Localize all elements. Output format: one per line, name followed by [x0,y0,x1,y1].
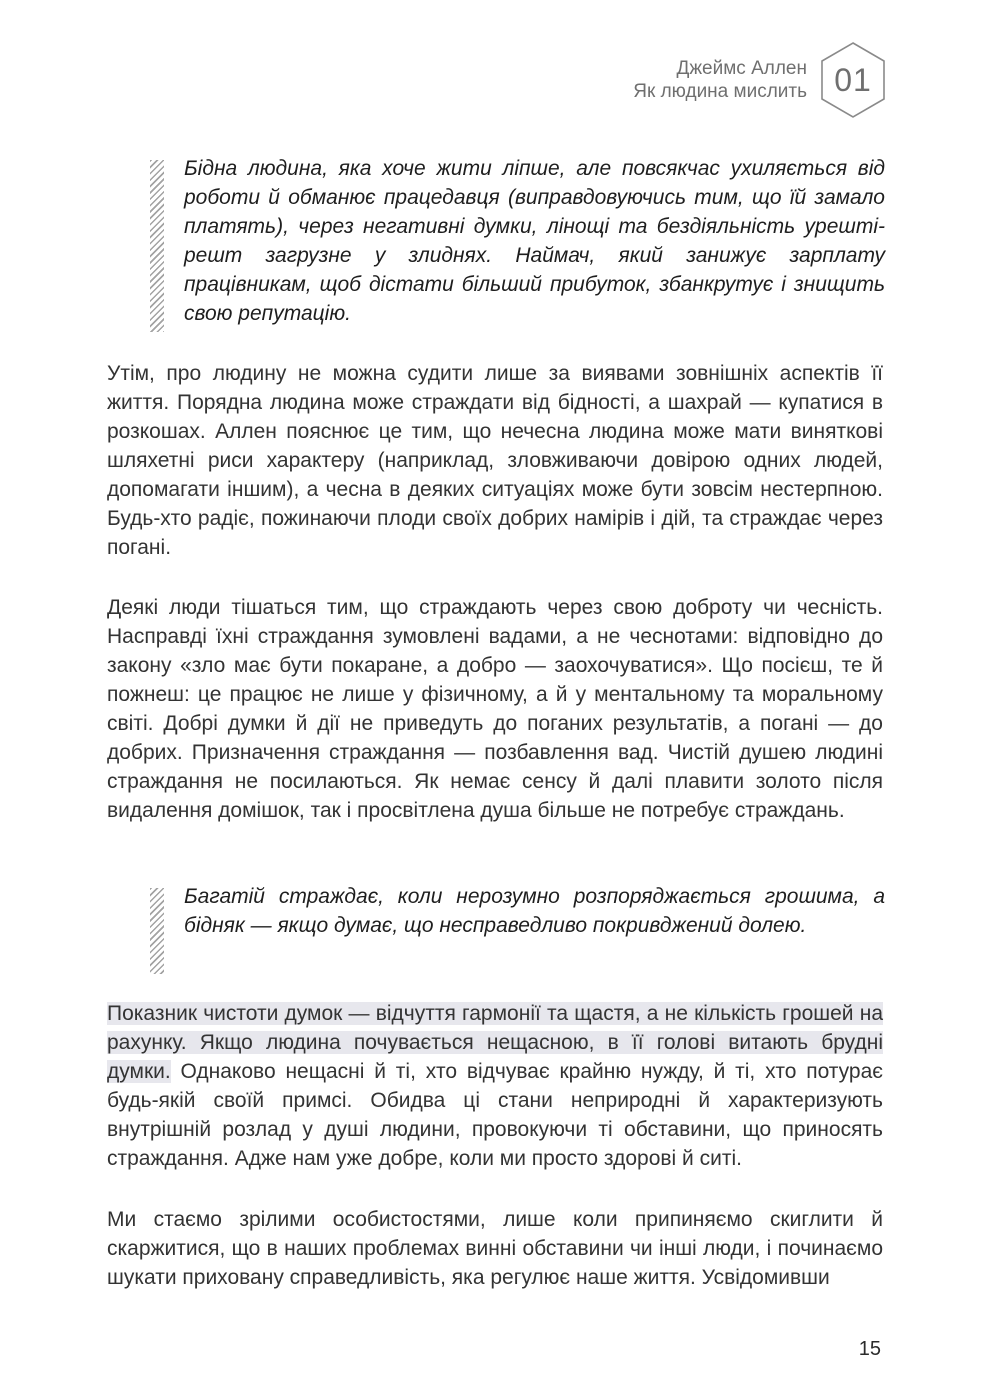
paragraph-4: Ми стаємо зрілими особистостями, лише коли припиняємо скиглити й скаржитися, що в наших проблемах винні обставини чи інші люди, і починаємо шукати приховану справедливість, яка регулює наше життя. Усвідомивши [107,1208,883,1289]
author-name: Джеймс Аллен [676,58,807,79]
quote-text: Багатій страждає, коли нерозумно розпоряджається грошима, а бідняк — якщо думає, що несправедливо покривджений долею. [184,885,885,937]
quote-bar-decoration [150,888,164,974]
book-title: Як людина мислить [633,81,807,102]
quote-text: Бідна людина, яка хоче жити ліпше, але повсякчас ухиляється від роботи й обманює працедавця (виправдовуючись тим, що їй замало платять), через негативні думки, лінощі та бездіяльність урешті-решт загрузне у злиднях. Наймач, який занижує зарплату працівникам, щоб дістати більший прибуток, збанкрутує і знищить свою репутацію. [184,157,885,325]
page-number: 15 [858,1338,881,1360]
paragraph-text: Однаково нещасні й ті, хто відчуває крайню нужду, й ті, хто потурає будь-якій своїй примсі. Обидва ці стани неприродні й характеризують внутрішній розлад у душі людини, провокуючи ті обставини, що приносять страждання. Адже нам уже добре, коли ми просто здорові й ситі. [107,1060,883,1170]
paragraph-3 [107,999,883,1173]
pull-quote-1 [150,154,885,328]
chapter-badge [819,41,887,119]
running-header [633,57,807,103]
paragraph-2: Деякі люди тішаться тим, що страждають через свою доброту чи чесність. Насправді їхні страждання зумовлені вадами, а не чеснотами: відповідно до закону «зло має бути покаране, а добро — заохочуватися». Що посієш, те й пожнеш: це працює не лише у фізичному, а й у ментальному та моральному світі. Добрі думки й дії не приведуть до поганих результатів, а погані — до добрих. Призначення страждання — позбавлення вад. Чистій душею людині страждання не посилаються. Як немає сенсу й далі плавити золото після видалення домішок, так і просвітлена душа більше не потребує страждань. [107,596,883,822]
paragraph-1: Утім, про людину не можна судити лише за виявами зовнішніх аспектів її життя. Порядна людина може страждати від бідності, а шахрай — купатися в розкошах. Аллен пояснює це тим, що нечесна людина може мати виняткові шляхетні риси характеру (наприклад, зловживаючи довірою одних людей, допомагати іншим), а чесна в деяких ситуаціях може бути зовсім нестерпною. Будь-хто радіє, пожинаючи плоди своїх добрих намірів і дій, та страждає через погані. [107,362,883,559]
page-header [633,40,887,120]
pull-quote-2 [150,882,885,940]
quote-bar-decoration [150,160,164,332]
chapter-number: 01 [834,61,872,98]
highlighted-text[interactable]: Показник чистоти думок — відчуття гармонії та щастя, а не кількість грошей на рахунку. Якщо людина почувається нещасною, в її голові витають брудні думки. [107,1002,883,1083]
